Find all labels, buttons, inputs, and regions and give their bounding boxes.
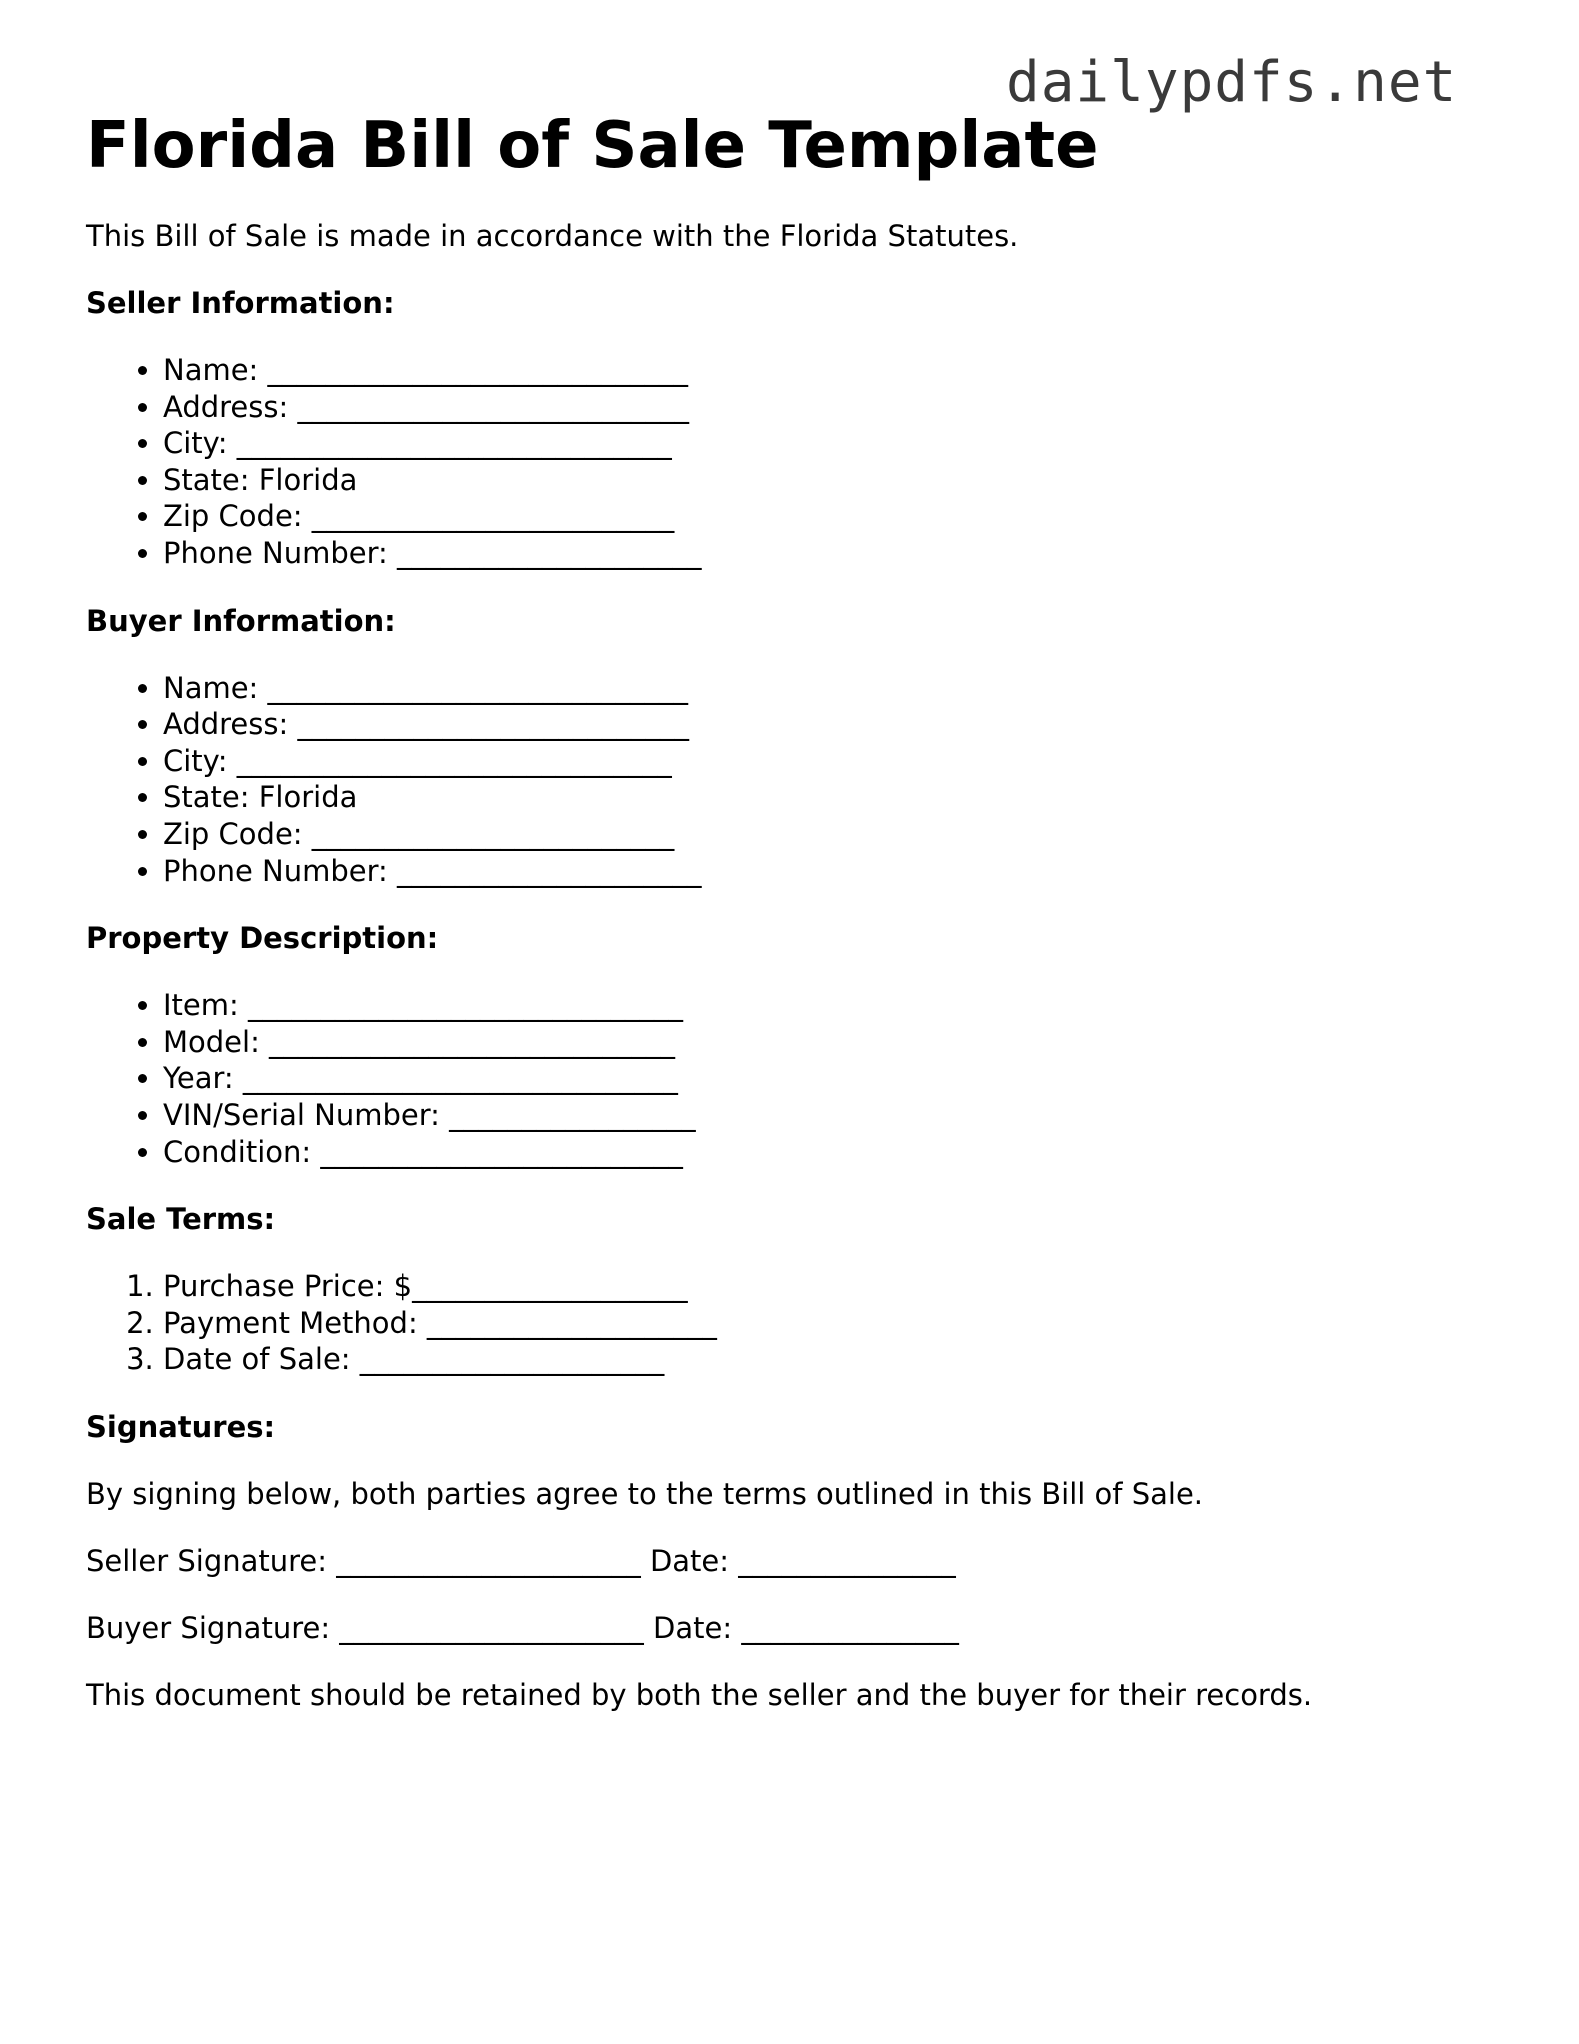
property-item-item: • Item: ______________________________: [163, 987, 1506, 1024]
buyer-phone-item: • Phone Number: _____________________: [163, 853, 1506, 890]
buyer-list: [86, 670, 1506, 890]
buyer-zip-item: • Zip Code: _________________________: [163, 816, 1506, 853]
seller-address-item: • Address: ___________________________: [163, 389, 1506, 426]
signatures-heading: Signatures:: [86, 1409, 276, 1444]
buyer-signature-line: Buyer Signature: _____________________ Date: _______________: [86, 1610, 959, 1645]
property-model-item: • Model: ____________________________: [163, 1024, 1506, 1061]
seller-zip-item: • Zip Code: _________________________: [163, 498, 1506, 535]
seller-heading: Seller Information:: [86, 286, 395, 320]
closing-text: This document should be retained by both the seller and the buyer for their records.: [86, 1677, 1313, 1712]
seller-list: [86, 352, 1506, 572]
seller-phone-item: • Phone Number: _____________________: [163, 535, 1506, 572]
document-page: [86, 108, 1506, 1713]
watermark: dailypdfs.net: [1006, 50, 1458, 115]
seller-name-item: • Name: _____________________________: [163, 352, 1506, 389]
terms-date-item: 3. Date of Sale: _____________________: [163, 1341, 1506, 1378]
seller-city-item: • City: ______________________________: [163, 425, 1506, 462]
signatures-intro: By signing below, both parties agree to the terms outlined in this Bill of Sale.: [86, 1476, 1204, 1511]
terms-price-item: 1. Purchase Price: $___________________: [163, 1268, 1506, 1305]
property-year-item: • Year: ______________________________: [163, 1060, 1506, 1097]
buyer-name-item: • Name: _____________________________: [163, 670, 1506, 707]
property-condition-item: • Condition: _________________________: [163, 1134, 1506, 1171]
buyer-address-item: • Address: ___________________________: [163, 706, 1506, 743]
property-list: [86, 987, 1506, 1170]
property-heading: Property Description:: [86, 921, 439, 956]
terms-list: [86, 1268, 1506, 1378]
terms-heading: Sale Terms:: [86, 1202, 276, 1237]
property-vin-item: • VIN/Serial Number: _________________: [163, 1097, 1506, 1134]
buyer-heading: Buyer Information:: [86, 603, 396, 638]
buyer-state-item: • State: Florida: [163, 779, 1506, 816]
seller-state-item: • State: Florida: [163, 462, 1506, 499]
buyer-city-item: • City: ______________________________: [163, 743, 1506, 780]
intro-text: This Bill of Sale is made in accordance with the Florida Statutes.: [86, 219, 1019, 253]
terms-payment-item: 2. Payment Method: ____________________: [163, 1305, 1506, 1342]
seller-signature-line: Seller Signature: _____________________ Date: _______________: [86, 1543, 956, 1578]
page-title: Florida Bill of Sale Template: [86, 109, 1099, 183]
